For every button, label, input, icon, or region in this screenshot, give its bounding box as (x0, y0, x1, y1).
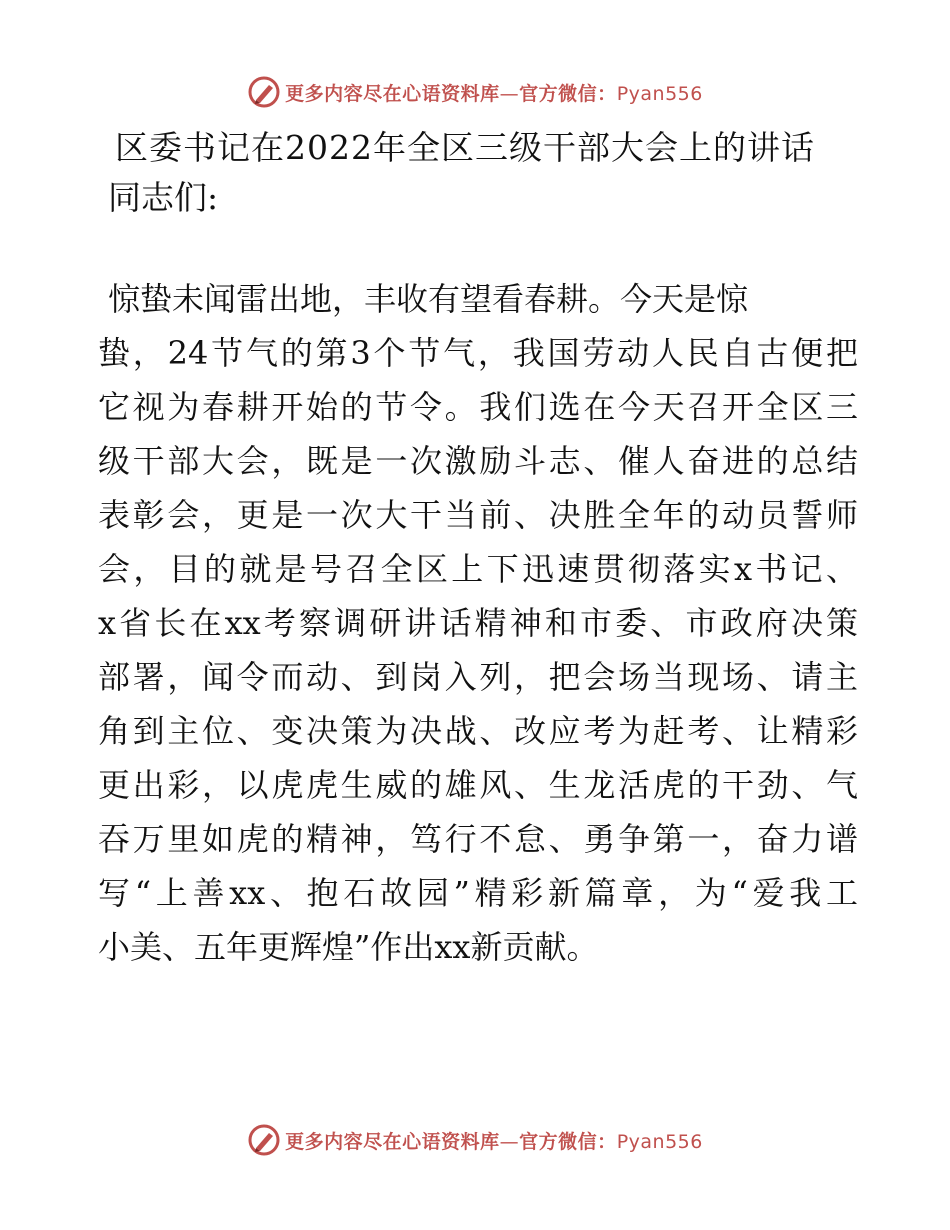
paragraph-line: 它视为春耕开始的节令。我们选在今天召开全区三 (98, 388, 858, 426)
paragraph-line: 级干部大会，既是一次激励斗志、催人奋进的总结 (98, 442, 858, 480)
pen-logo-icon (247, 1123, 281, 1157)
body-paragraph (98, 272, 858, 974)
paragraph-line: 蛰，24节气的第3个节气，我国劳动人民自古便把 (98, 334, 858, 372)
paragraph-line: 表彰会，更是一次大干当前、决胜全年的动员誓师 (98, 496, 858, 534)
paragraph-line: 吞万里如虎的精神，笃行不怠、勇争第一，奋力谱 (98, 820, 858, 858)
banner-text: 更多内容尽在心语资料库—官方微信：Pyan556 (285, 1130, 703, 1153)
banner-text: 更多内容尽在心语资料库—官方微信：Pyan556 (285, 82, 703, 105)
paragraph-line: 小美、五年更辉煌”作出xx新贡献。 (98, 928, 599, 966)
header-banner (0, 72, 950, 112)
paragraph-line: 更出彩，以虎虎生威的雄风、生龙活虎的干劲、气 (98, 766, 858, 804)
paragraph-line: 惊蛰未闻雷出地，丰收有望看春耕。今天是惊 (108, 280, 749, 318)
document-title: 区委书记在2022年全区三级干部大会上的讲话 (115, 128, 815, 167)
footer-banner (0, 1120, 950, 1160)
paragraph-line: x省长在xx考察调研讲话精神和市委、市政府决策 (98, 604, 858, 642)
pen-logo-icon (247, 75, 281, 109)
paragraph-line: 会，目的就是号召全区上下迅速贯彻落实x书记、 (98, 550, 858, 588)
paragraph-line: 部署，闻令而动、到岗入列，把会场当现场、请主 (98, 658, 858, 696)
salutation: 同志们: (108, 178, 219, 217)
paragraph-line: 角到主位、变决策为决战、改应考为赶考、让精彩 (98, 712, 858, 750)
paragraph-line: 写“上善xx、抱石故园”精彩新篇章，为“爱我工 (98, 874, 858, 912)
